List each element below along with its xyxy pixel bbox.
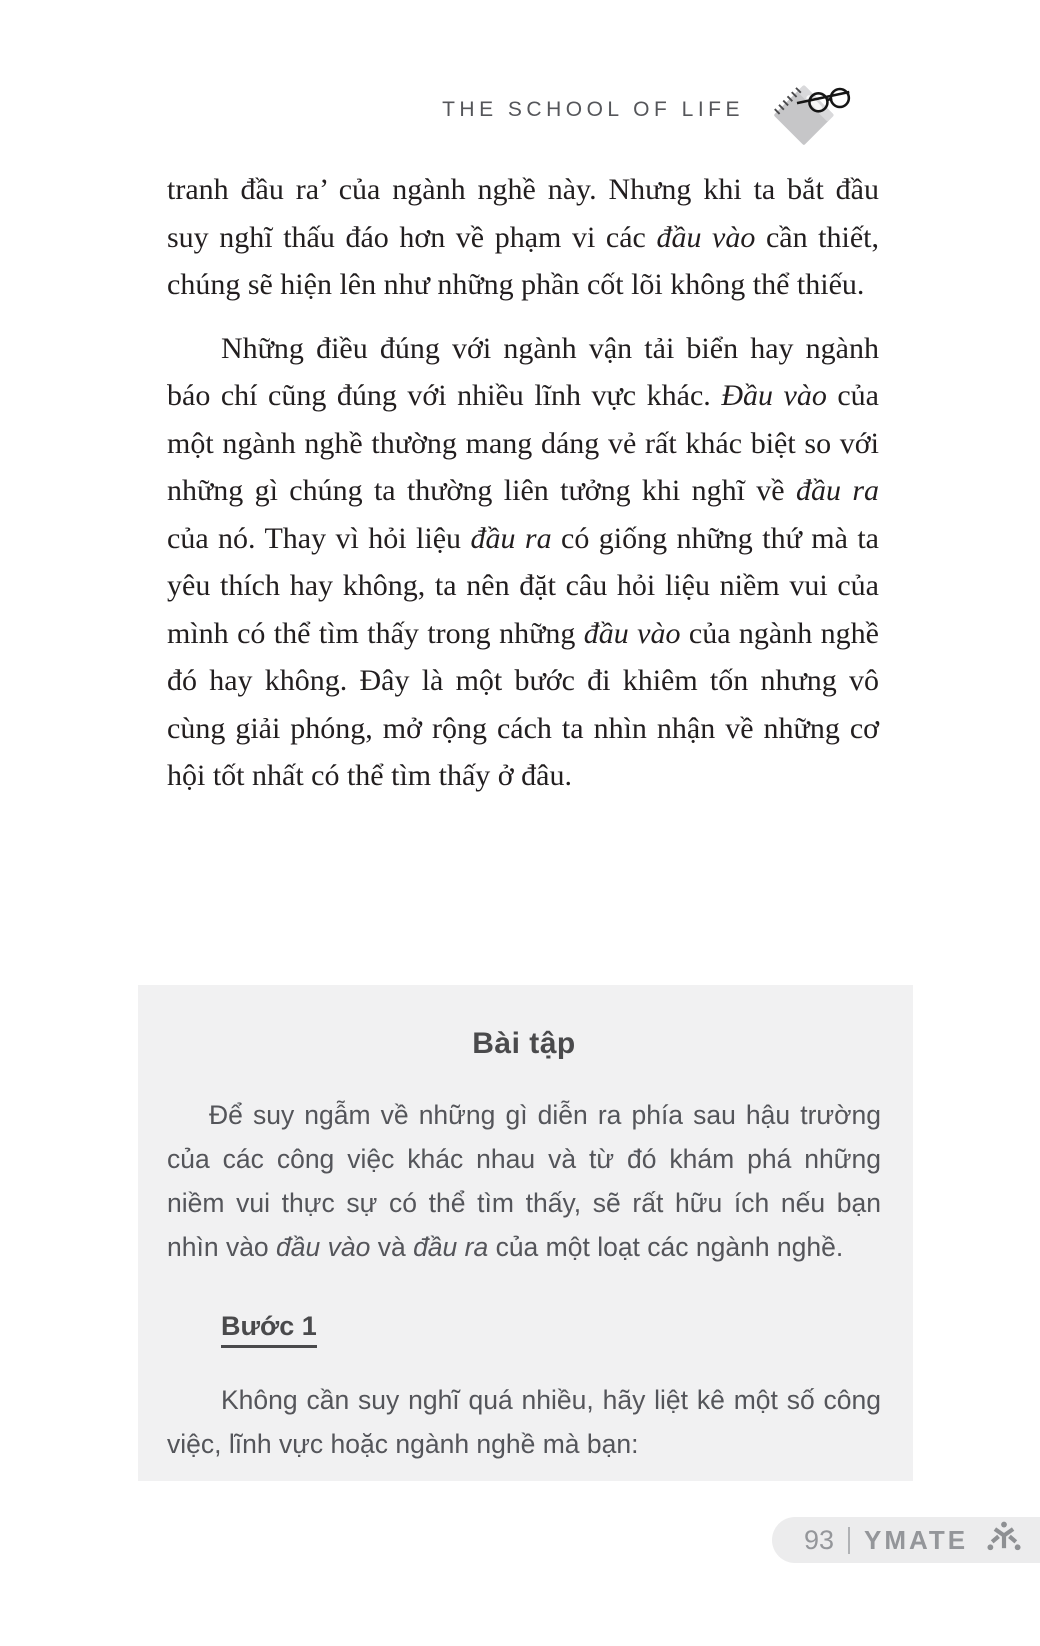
- step-1-instruction: Không cần suy nghĩ quá nhiều, hãy liệt kê một số công việc, lĩnh vực hoặc ngành nghề mà bạn:: [167, 1385, 881, 1459]
- exercise-title: Bài tập: [472, 1027, 576, 1060]
- footer-page-bar: [772, 1517, 1040, 1563]
- article-body: [167, 166, 879, 800]
- page-number: 93: [804, 1524, 835, 1555]
- exercise-intro: Để suy ngẫm về những gì diễn ra phía sau hậu trường của các công việc khác nhau và từ đó khám phá những niềm vui thực sự có thể tìm thấy, sẽ rất hữu ích nếu bạn nhìn vào đầu vào và đầu ra của một loạt các ngành nghề.: [167, 1100, 881, 1262]
- page-header: [0, 74, 852, 146]
- publisher-brand: YMATE: [864, 1524, 969, 1555]
- step-1-heading: Bước 1: [221, 1311, 317, 1348]
- header-brand-title: THE SCHOOL OF LIFE: [442, 98, 744, 121]
- ymate-logo-icon: [984, 1520, 1024, 1560]
- article-paragraph: Những điều đúng với ngành vận tải biển hay ngành báo chí cũng đúng với nhiều lĩnh vực khác. Đầu vào của một ngành nghề thường mang dáng vẻ rất khác biệt so với những gì chúng ta thường liên tưởng khi nghĩ về đầu ra của nó. Thay vì hỏi liệu đầu ra có giống những thứ mà ta yêu thích hay không, ta nên đặt câu hỏi liệu niềm vui của mình có thể tìm thấy trong những đầu vào của ngành nghề đó hay không. Đây là một bước đi khiêm tốn nhưng vô cùng giải phóng, mở rộng cách ta nhìn nhận về những cơ hội tốt nhất có thể tìm thấy ở đâu.: [167, 331, 879, 792]
- article-paragraph: tranh đầu ra’ của ngành nghề này. Nhưng khi ta bắt đầu suy nghĩ thấu đáo hơn về phạm vi các đầu vào cần thiết, chúng sẽ hiện lên như những phần cốt lõi không thể thiếu.: [167, 173, 879, 301]
- exercise-box: [138, 985, 913, 1481]
- notebook-with-glasses-icon: [766, 74, 852, 146]
- footer-divider: [848, 1527, 850, 1554]
